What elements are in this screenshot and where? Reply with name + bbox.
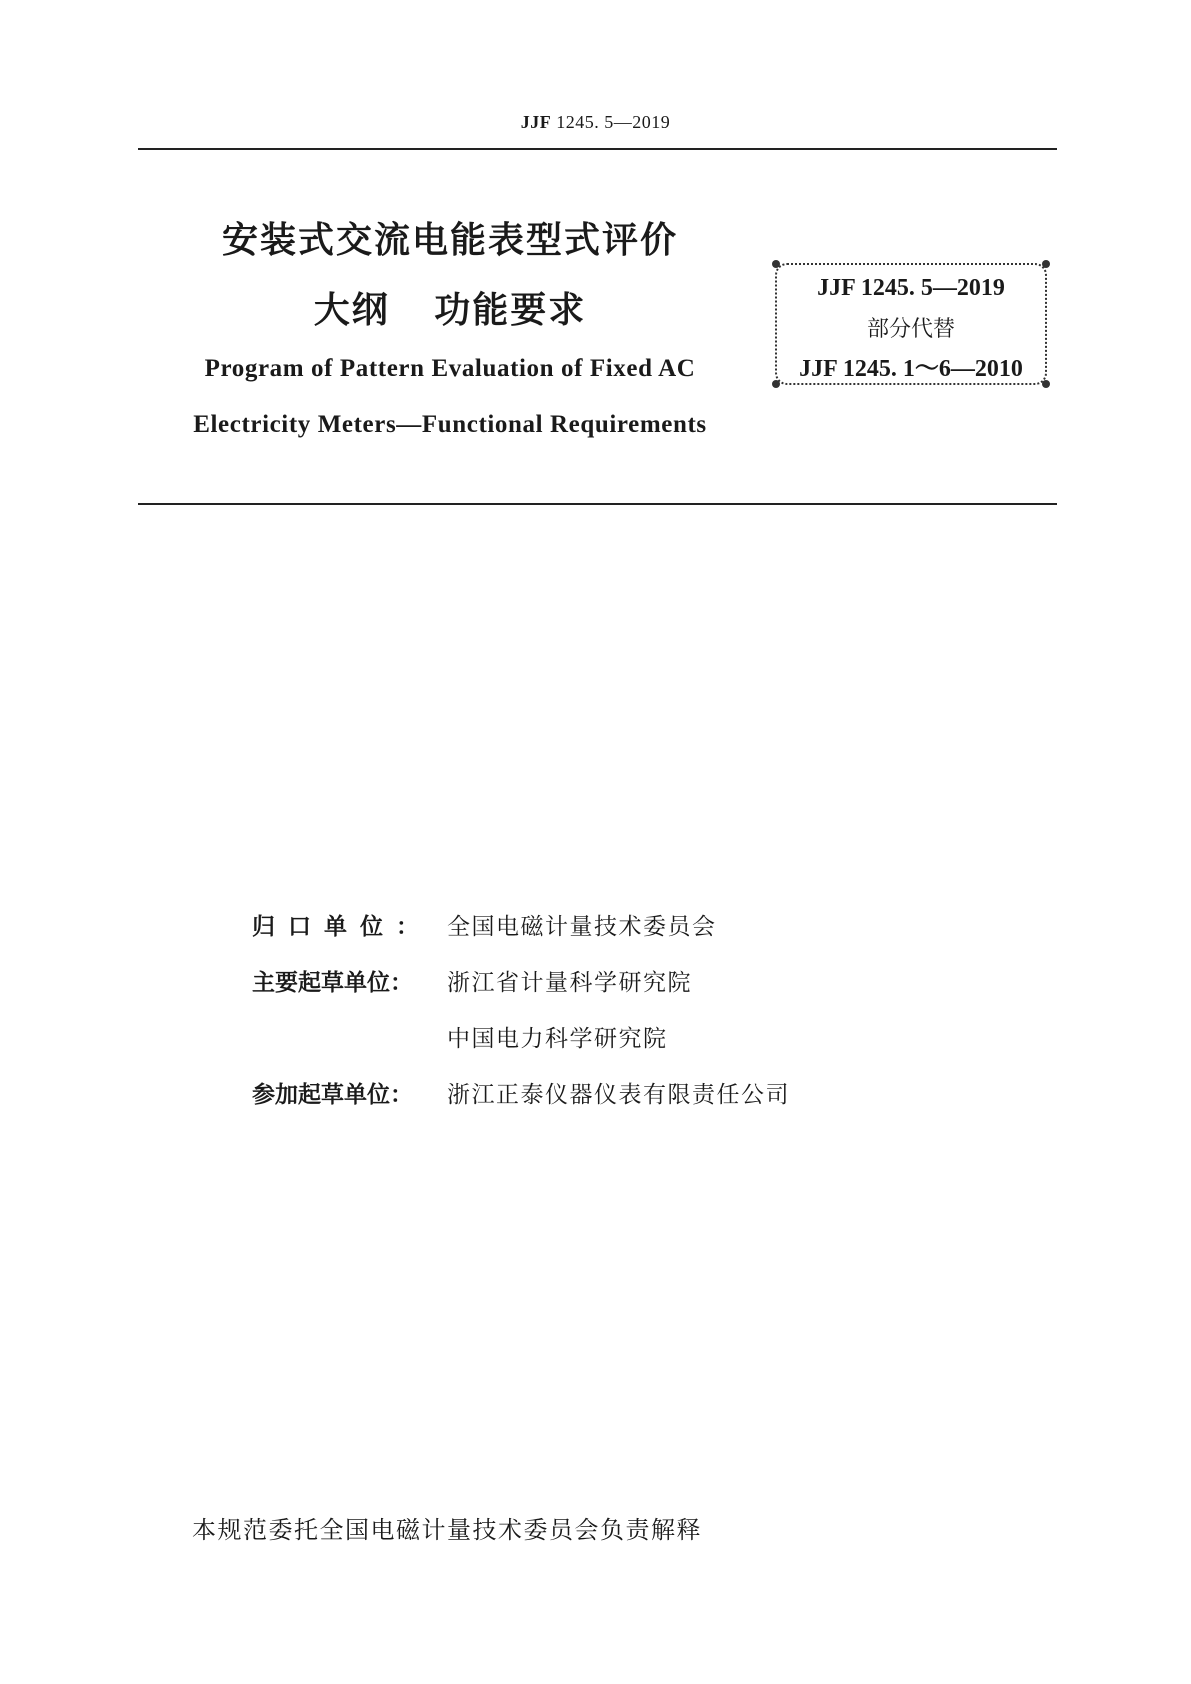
centralized-unit-value: 全国电磁计量技术委员会 <box>447 914 717 940</box>
main-drafting-unit-value: 中国电力科学研究院 <box>447 1026 668 1052</box>
main-drafting-unit-row <box>252 964 790 1020</box>
middle-divider <box>138 503 1057 505</box>
interpretation-note: 本规范委托全国电磁计量技术委员会负责解释 <box>192 1516 702 1544</box>
code-number: 1245. 5—2019 <box>556 112 671 132</box>
replaced-standard: JJF 1245. 1～6—2010 <box>799 356 1023 382</box>
replacement-note: 部分代替 <box>866 317 955 342</box>
centralized-unit-row <box>252 908 790 964</box>
main-drafting-unit-row <box>252 1020 790 1076</box>
participating-unit-row <box>252 1076 790 1132</box>
centralized-unit-label: 归口单位： <box>252 914 432 940</box>
box-corner-ornament <box>1042 260 1050 268</box>
main-drafting-unit-label: 主要起草单位： <box>252 970 413 996</box>
title-en-line1: Program of Pattern Evaluation of Fixed AC <box>204 355 696 382</box>
code-prefix: JJF <box>520 112 552 132</box>
replacement-notice-box <box>775 263 1047 385</box>
document-code-header <box>0 112 1191 133</box>
title-en-line2: Electricity Meters—Functional Requirements <box>193 411 707 438</box>
replacement-standard: JJF 1245. 5—2019 <box>817 275 1005 301</box>
participating-unit-label: 参加起草单位： <box>252 1082 413 1108</box>
participating-unit-value: 浙江正泰仪器仪表有限责任公司 <box>447 1082 790 1108</box>
top-divider <box>138 148 1057 150</box>
title-cn-line2: 大纲 功能要求 <box>313 290 587 331</box>
box-corner-ornament <box>772 260 780 268</box>
drafting-units-section <box>252 908 790 1132</box>
main-drafting-unit-value: 浙江省计量科学研究院 <box>447 970 692 996</box>
title-cn-line1: 安装式交流电能表型式评价 <box>221 220 678 261</box>
